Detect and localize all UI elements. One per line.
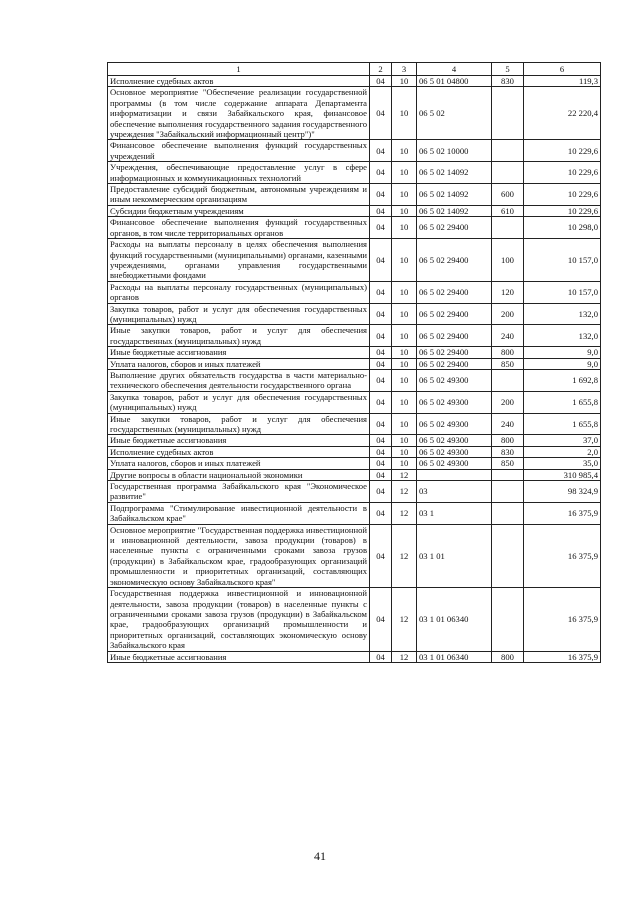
row-expense-type-cell: 240 [492, 413, 524, 435]
table-row [108, 217, 601, 239]
row-expense-type-cell: 800 [492, 347, 524, 358]
row-name-cell: Исполнение судебных актов [108, 76, 370, 87]
row-amount-cell: 119,3 [524, 76, 601, 87]
row-section-cell: 04 [370, 205, 392, 216]
row-expense-type-cell [492, 217, 524, 239]
row-name-cell: Государственная поддержка инвестиционной и инновационной деятельности, завоза продукции (товаров) в населенные пункты с ограниченными сроками завоза грузов (продукции) в Забайкальском крае, градообразующих организаций промышленности и приоритетных организаций, составляющих экономическую основу Забайкальского края [108, 588, 370, 651]
row-subsection-cell: 10 [392, 325, 417, 347]
row-subsection-cell: 10 [392, 184, 417, 206]
row-amount-cell: 1 655,8 [524, 413, 601, 435]
table-row [108, 458, 601, 469]
row-expense-type-cell: 850 [492, 458, 524, 469]
row-name-cell: Другие вопросы в области национальной экономики [108, 469, 370, 480]
row-name-cell: Закупка товаров, работ и услуг для обеспечения государственных (муниципальных) нужд [108, 303, 370, 325]
row-section-cell: 04 [370, 651, 392, 662]
row-section-cell: 04 [370, 347, 392, 358]
row-expense-type-cell: 800 [492, 651, 524, 662]
row-amount-cell: 10 229,6 [524, 184, 601, 206]
row-subsection-cell: 10 [392, 347, 417, 358]
row-subsection-cell: 12 [392, 524, 417, 587]
row-amount-cell: 2,0 [524, 446, 601, 457]
row-target-article-cell: 06 5 02 49300 [417, 369, 492, 391]
table-row [108, 184, 601, 206]
row-name-cell: Расходы на выплаты персоналу в целях обеспечения выполнения функций государственными (муниципальными) органами, казенными учреждениями, органами управления государственными внебюджетными фондами [108, 239, 370, 282]
table-row [108, 205, 601, 216]
table-row [108, 588, 601, 651]
row-amount-cell: 37,0 [524, 435, 601, 446]
row-expense-type-cell [492, 140, 524, 162]
table-row [108, 325, 601, 347]
row-amount-cell: 10 157,0 [524, 281, 601, 303]
table-row [108, 281, 601, 303]
row-expense-type-cell: 850 [492, 358, 524, 369]
row-name-cell: Государственная программа Забайкальского края "Экономическое развитие" [108, 481, 370, 503]
row-section-cell: 04 [370, 87, 392, 140]
header-cell: 1 [108, 63, 370, 76]
row-section-cell: 04 [370, 391, 392, 413]
row-target-article-cell: 06 5 02 49300 [417, 413, 492, 435]
row-section-cell: 04 [370, 217, 392, 239]
row-section-cell: 04 [370, 358, 392, 369]
row-subsection-cell: 12 [392, 481, 417, 503]
row-expense-type-cell: 200 [492, 391, 524, 413]
row-section-cell: 04 [370, 502, 392, 524]
row-subsection-cell: 10 [392, 205, 417, 216]
row-subsection-cell: 10 [392, 369, 417, 391]
row-expense-type-cell: 800 [492, 435, 524, 446]
header-cell: 6 [524, 63, 601, 76]
row-expense-type-cell [492, 469, 524, 480]
row-expense-type-cell [492, 87, 524, 140]
row-section-cell: 04 [370, 458, 392, 469]
table-row [108, 162, 601, 184]
row-section-cell: 04 [370, 325, 392, 347]
row-target-article-cell: 03 1 [417, 502, 492, 524]
row-section-cell: 04 [370, 369, 392, 391]
row-target-article-cell: 06 5 02 14092 [417, 184, 492, 206]
row-name-cell: Иные бюджетные ассигнования [108, 347, 370, 358]
table-row [108, 347, 601, 358]
row-subsection-cell: 10 [392, 281, 417, 303]
row-section-cell: 04 [370, 76, 392, 87]
row-subsection-cell: 10 [392, 162, 417, 184]
row-name-cell: Иные бюджетные ассигнования [108, 435, 370, 446]
row-target-article-cell: 06 5 01 04800 [417, 76, 492, 87]
row-name-cell: Финансовое обеспечение выполнения функций государственных органов, в том числе территориальных органов [108, 217, 370, 239]
row-subsection-cell: 10 [392, 446, 417, 457]
row-name-cell: Субсидии бюджетным учреждениям [108, 205, 370, 216]
row-target-article-cell: 06 5 02 14092 [417, 162, 492, 184]
row-target-article-cell: 06 5 02 29400 [417, 217, 492, 239]
row-section-cell: 04 [370, 140, 392, 162]
row-expense-type-cell: 600 [492, 184, 524, 206]
table-row [108, 391, 601, 413]
row-subsection-cell: 10 [392, 358, 417, 369]
row-expense-type-cell [492, 502, 524, 524]
row-amount-cell: 1 692,8 [524, 369, 601, 391]
row-name-cell: Уплата налогов, сборов и иных платежей [108, 458, 370, 469]
row-target-article-cell: 06 5 02 29400 [417, 239, 492, 282]
row-target-article-cell [417, 469, 492, 480]
row-expense-type-cell: 100 [492, 239, 524, 282]
row-target-article-cell: 06 5 02 [417, 87, 492, 140]
row-section-cell: 04 [370, 162, 392, 184]
table-row [108, 413, 601, 435]
row-expense-type-cell [492, 162, 524, 184]
row-target-article-cell: 06 5 02 10000 [417, 140, 492, 162]
row-section-cell: 04 [370, 281, 392, 303]
table-row [108, 435, 601, 446]
header-cell: 2 [370, 63, 392, 76]
header-cell: 3 [392, 63, 417, 76]
row-subsection-cell: 10 [392, 217, 417, 239]
row-target-article-cell: 06 5 02 29400 [417, 347, 492, 358]
table-row [108, 358, 601, 369]
row-expense-type-cell: 200 [492, 303, 524, 325]
row-amount-cell: 16 375,9 [524, 502, 601, 524]
row-expense-type-cell: 830 [492, 446, 524, 457]
row-section-cell: 04 [370, 469, 392, 480]
row-section-cell: 04 [370, 239, 392, 282]
row-target-article-cell: 06 5 02 49300 [417, 458, 492, 469]
row-subsection-cell: 12 [392, 588, 417, 651]
header-cell: 4 [417, 63, 492, 76]
table-row [108, 469, 601, 480]
row-amount-cell: 132,0 [524, 303, 601, 325]
row-amount-cell: 16 375,9 [524, 524, 601, 587]
row-section-cell: 04 [370, 588, 392, 651]
row-subsection-cell: 12 [392, 469, 417, 480]
page-number: 41 [314, 849, 326, 863]
row-expense-type-cell: 240 [492, 325, 524, 347]
row-target-article-cell: 06 5 02 29400 [417, 303, 492, 325]
row-target-article-cell: 06 5 02 29400 [417, 281, 492, 303]
row-name-cell: Расходы на выплаты персоналу государственных (муниципальных) органов [108, 281, 370, 303]
row-section-cell: 04 [370, 481, 392, 503]
row-subsection-cell: 10 [392, 413, 417, 435]
row-section-cell: 04 [370, 303, 392, 325]
row-name-cell: Уплата налогов, сборов и иных платежей [108, 358, 370, 369]
row-name-cell: Основное мероприятие "Государственная поддержка инвестиционной и инновационной деятельности, завоза продукции (товаров) в населенные пункты с ограниченными сроками завоза грузов (продукции) в Забайкальском крае, градообразующих организаций промышленности и приоритетных организаций, составляющих экономическую основу Забайкальского края" [108, 524, 370, 587]
row-name-cell: Иные закупки товаров, работ и услуг для обеспечения государственных (муниципальных) нужд [108, 325, 370, 347]
row-amount-cell: 35,0 [524, 458, 601, 469]
row-name-cell: Основное мероприятие "Обеспечение реализации государственной программы (в том числе содержание аппарата Департамента информатизации и связи Забайкальского края, финансовое обеспечение выполнения государственного задания государственного учреждения "Забайкальский информационный центр")" [108, 87, 370, 140]
table-row [108, 524, 601, 587]
row-amount-cell: 22 220,4 [524, 87, 601, 140]
row-amount-cell: 310 985,4 [524, 469, 601, 480]
row-section-cell: 04 [370, 413, 392, 435]
row-amount-cell: 10 157,0 [524, 239, 601, 282]
row-name-cell: Подпрограмма "Стимулирование инвестиционной деятельности в Забайкальском крае" [108, 502, 370, 524]
budget-table [107, 62, 601, 663]
row-section-cell: 04 [370, 446, 392, 457]
row-name-cell: Выполнение других обязательств государства в части материально-технического обеспечения деятельности государственного органа [108, 369, 370, 391]
row-amount-cell: 10 229,6 [524, 205, 601, 216]
row-amount-cell: 16 375,9 [524, 651, 601, 662]
row-expense-type-cell [492, 524, 524, 587]
row-amount-cell: 10 229,6 [524, 140, 601, 162]
row-target-article-cell: 03 1 01 06340 [417, 588, 492, 651]
table-row [108, 651, 601, 662]
row-target-article-cell: 06 5 02 49300 [417, 435, 492, 446]
row-amount-cell: 9,0 [524, 347, 601, 358]
table-row [108, 239, 601, 282]
row-subsection-cell: 12 [392, 651, 417, 662]
table-row [108, 87, 601, 140]
table-row [108, 502, 601, 524]
row-target-article-cell: 03 1 01 [417, 524, 492, 587]
row-expense-type-cell [492, 588, 524, 651]
row-amount-cell: 16 375,9 [524, 588, 601, 651]
table-row [108, 446, 601, 457]
row-amount-cell: 132,0 [524, 325, 601, 347]
row-target-article-cell: 06 5 02 14092 [417, 205, 492, 216]
row-section-cell: 04 [370, 435, 392, 446]
row-name-cell: Иные бюджетные ассигнования [108, 651, 370, 662]
table-row [108, 76, 601, 87]
header-cell: 5 [492, 63, 524, 76]
row-target-article-cell: 03 [417, 481, 492, 503]
row-subsection-cell: 10 [392, 303, 417, 325]
row-section-cell: 04 [370, 184, 392, 206]
row-amount-cell: 1 655,8 [524, 391, 601, 413]
row-subsection-cell: 10 [392, 140, 417, 162]
row-subsection-cell: 12 [392, 502, 417, 524]
row-expense-type-cell: 120 [492, 281, 524, 303]
row-amount-cell: 9,0 [524, 358, 601, 369]
row-section-cell: 04 [370, 524, 392, 587]
table-row [108, 140, 601, 162]
row-expense-type-cell: 830 [492, 76, 524, 87]
row-target-article-cell: 06 5 02 29400 [417, 325, 492, 347]
row-name-cell: Закупка товаров, работ и услуг для обеспечения государственных (муниципальных) нужд [108, 391, 370, 413]
row-expense-type-cell [492, 369, 524, 391]
row-expense-type-cell [492, 481, 524, 503]
row-name-cell: Предоставление субсидий бюджетным, автономным учреждениям и иным некоммерческим организациям [108, 184, 370, 206]
row-name-cell: Учреждения, обеспечивающие предоставление услуг в сфере информационных и коммуникационных технологий [108, 162, 370, 184]
row-target-article-cell: 06 5 02 49300 [417, 446, 492, 457]
table-row [108, 303, 601, 325]
row-subsection-cell: 10 [392, 239, 417, 282]
row-target-article-cell: 03 1 01 06340 [417, 651, 492, 662]
row-name-cell: Исполнение судебных актов [108, 446, 370, 457]
row-name-cell: Иные закупки товаров, работ и услуг для обеспечения государственных (муниципальных) нужд [108, 413, 370, 435]
table-row [108, 481, 601, 503]
row-amount-cell: 98 324,9 [524, 481, 601, 503]
table-header-row [108, 63, 601, 76]
row-amount-cell: 10 298,0 [524, 217, 601, 239]
row-amount-cell: 10 229,6 [524, 162, 601, 184]
row-target-article-cell: 06 5 02 29400 [417, 358, 492, 369]
row-subsection-cell: 10 [392, 391, 417, 413]
row-name-cell: Финансовое обеспечение выполнения функций государственных учреждений [108, 140, 370, 162]
row-subsection-cell: 10 [392, 458, 417, 469]
row-expense-type-cell: 610 [492, 205, 524, 216]
row-subsection-cell: 10 [392, 76, 417, 87]
table-row [108, 369, 601, 391]
row-subsection-cell: 10 [392, 87, 417, 140]
row-target-article-cell: 06 5 02 49300 [417, 391, 492, 413]
row-subsection-cell: 10 [392, 435, 417, 446]
